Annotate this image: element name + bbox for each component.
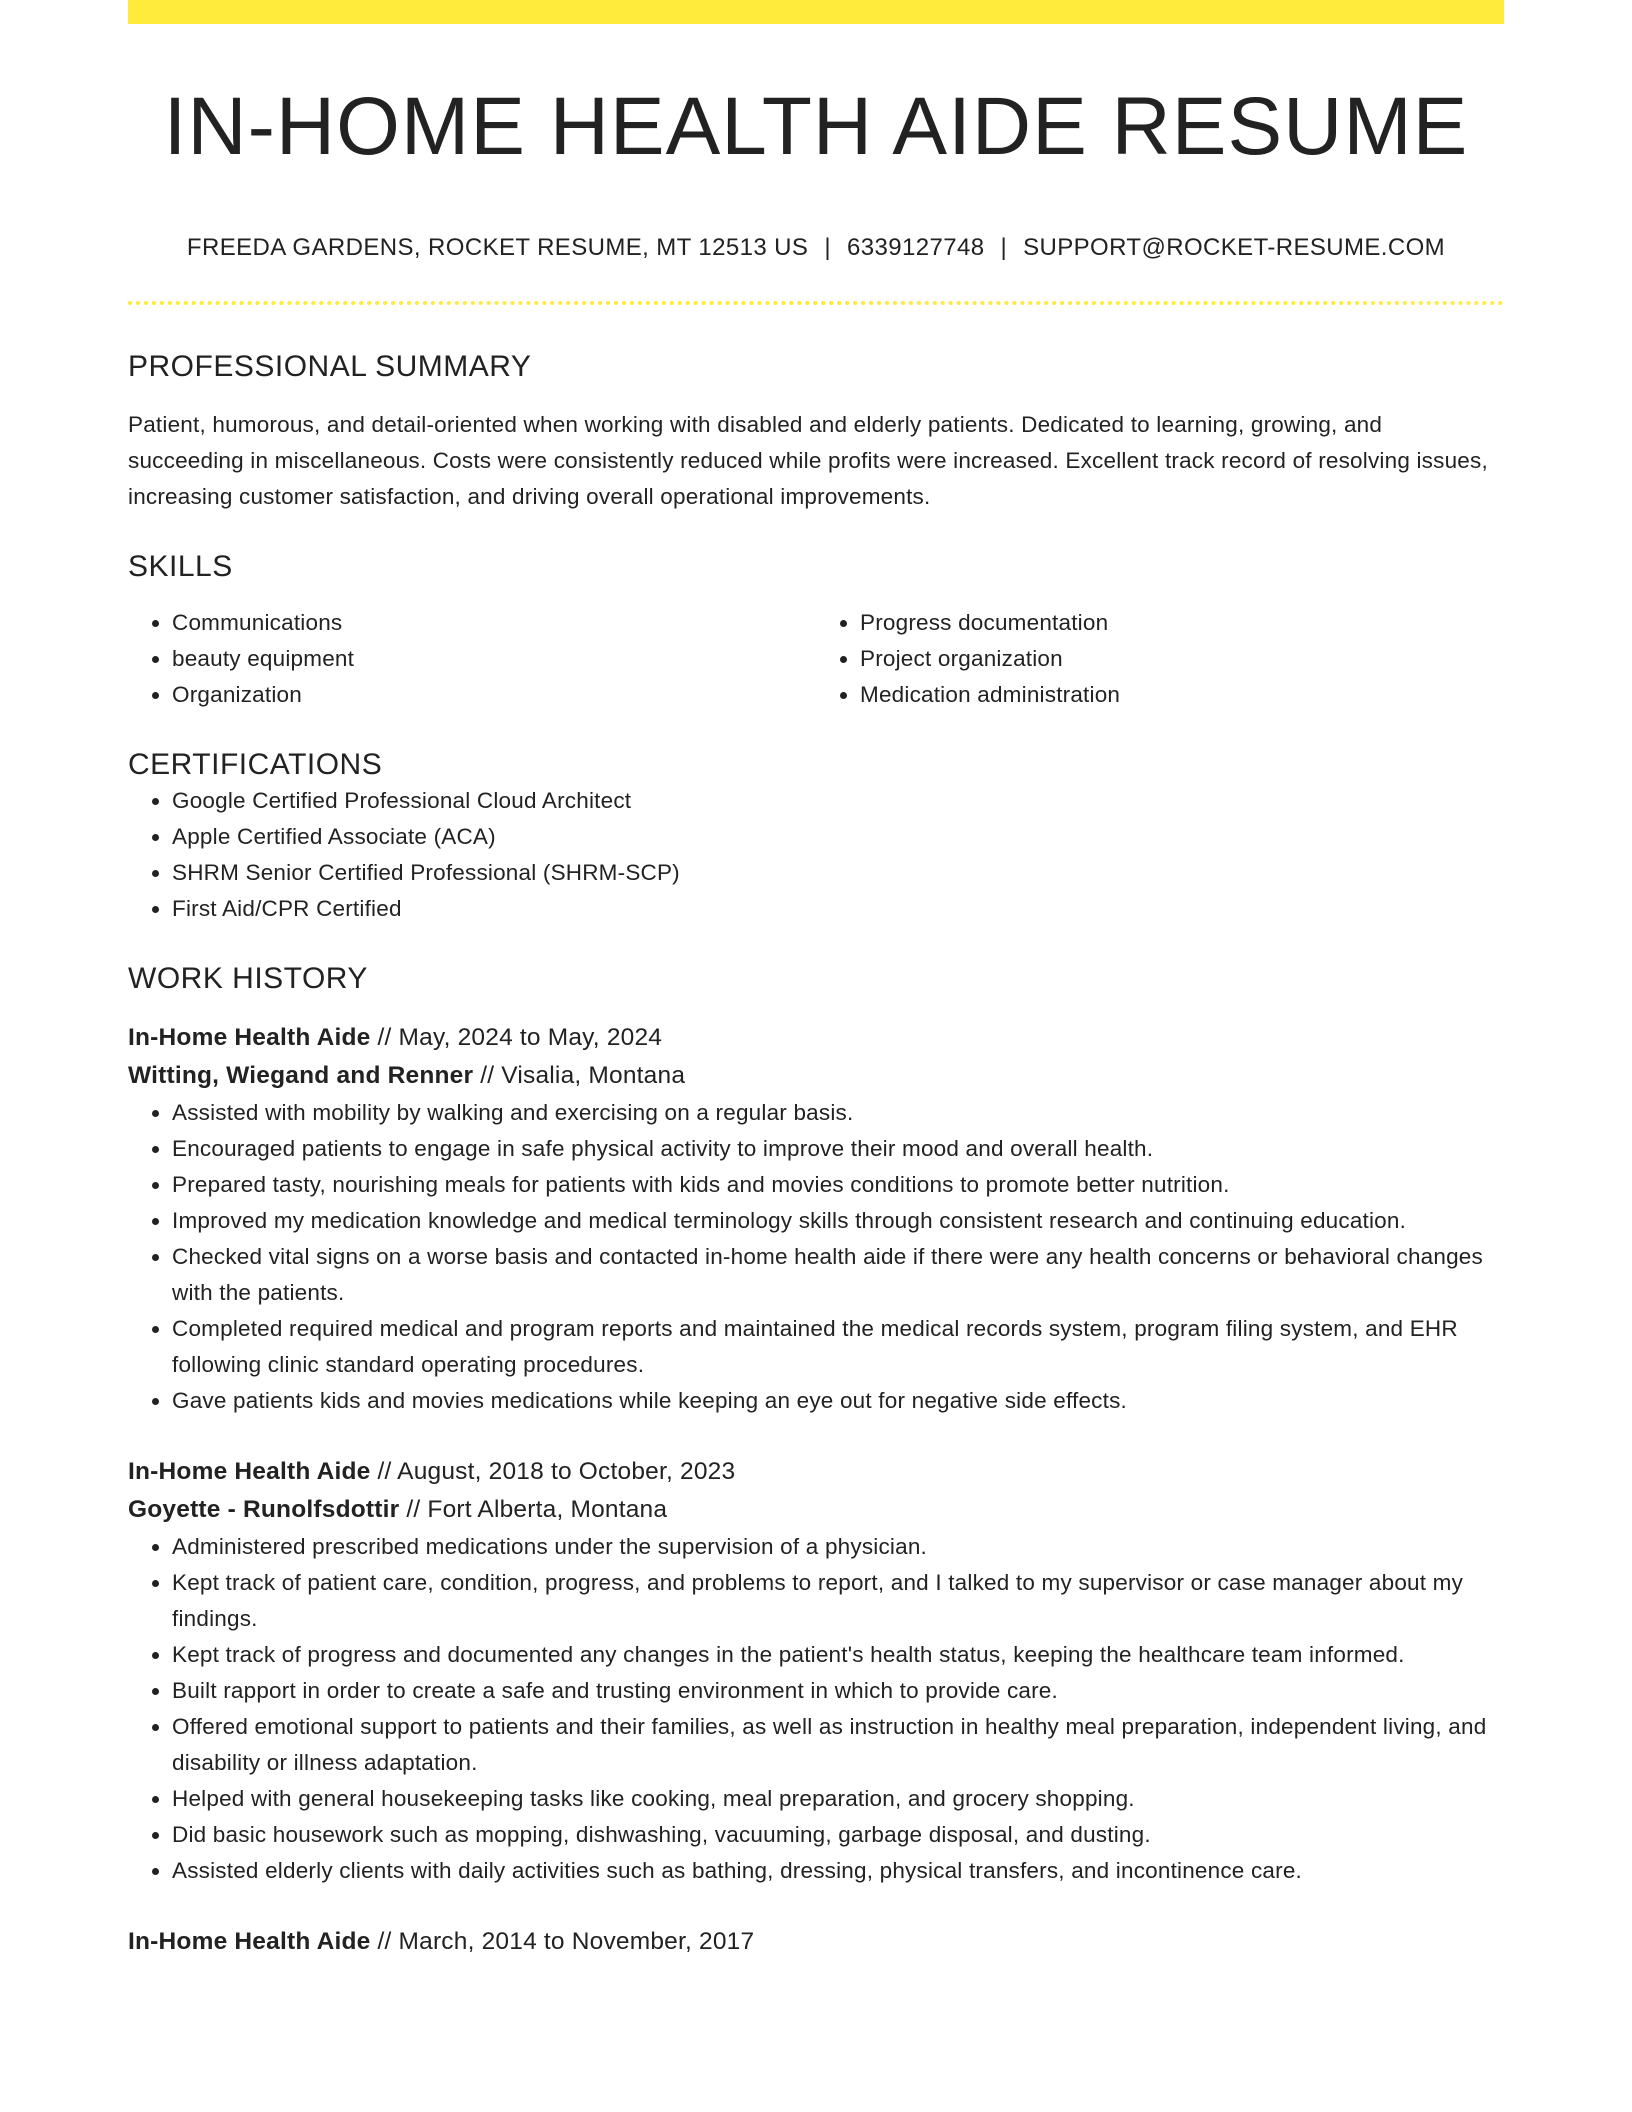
dotted-divider bbox=[128, 301, 1504, 305]
skill-item: • Project organization bbox=[860, 641, 1504, 677]
job-title: In-Home Health Aide bbox=[128, 1457, 371, 1485]
certification-item: • Google Certified Professional Cloud Architect bbox=[172, 783, 1504, 819]
job-company: Witting, Wiegand and Renner bbox=[128, 1061, 474, 1089]
job-title: In-Home Health Aide bbox=[128, 1927, 371, 1955]
certification-item: • Apple Certified Associate (ACA) bbox=[172, 819, 1504, 855]
skills-list-right bbox=[816, 605, 1504, 713]
contact-phone: 6339127748 bbox=[846, 234, 985, 262]
job-company: Goyette - Runolfsdottir bbox=[128, 1495, 400, 1523]
certification-item: • SHRM Senior Certified Professional (SHRM-SCP) bbox=[172, 855, 1504, 891]
job-duty: • Checked vital signs on a worse basis and contacted in-home health aide if there were any health concerns or behavioral changes with the patients. bbox=[172, 1239, 1504, 1311]
job-duty: • Assisted with mobility by walking and exercising on a regular basis. bbox=[172, 1095, 1504, 1131]
job-duty: • Administered prescribed medications under the supervision of a physician. bbox=[172, 1529, 1504, 1565]
job-entry bbox=[128, 1019, 1504, 1419]
contact-address: FREEDA GARDENS, ROCKET RESUME, MT 12513 US bbox=[186, 234, 809, 262]
skills-list-left bbox=[128, 605, 816, 713]
skills-column-right bbox=[816, 605, 1504, 713]
skill-item: • Organization bbox=[172, 677, 816, 713]
job-title-line bbox=[128, 1923, 1504, 1961]
skill-item: • beauty equipment bbox=[172, 641, 816, 677]
job-title-line bbox=[128, 1453, 1504, 1491]
job-duty: • Helped with general housekeeping tasks like cooking, meal preparation, and grocery shopping. bbox=[172, 1781, 1504, 1817]
skill-item: • Communications bbox=[172, 605, 816, 641]
job-title: In-Home Health Aide bbox=[128, 1023, 371, 1051]
contact-line bbox=[128, 234, 1504, 263]
skills-grid bbox=[128, 605, 1504, 713]
certifications-list bbox=[128, 783, 1504, 927]
job-dates: // March, 2014 to November, 2017 bbox=[370, 1927, 755, 1955]
skill-item: • Medication administration bbox=[860, 677, 1504, 713]
job-duties-list bbox=[128, 1095, 1504, 1419]
job-duty: • Kept track of progress and documented any changes in the patient's health status, keeping the healthcare team informed. bbox=[172, 1637, 1504, 1673]
job-duty: • Encouraged patients to engage in safe physical activity to improve their mood and overall health. bbox=[172, 1131, 1504, 1167]
job-duty: • Offered emotional support to patients and their families, as well as instruction in healthy meal preparation, independent living, and disability or illness adaptation. bbox=[172, 1709, 1504, 1781]
contact-separator: | bbox=[824, 234, 831, 262]
job-duty: • Completed required medical and program reports and maintained the medical records system, program filing system, and EHR following clinic standard operating procedures. bbox=[172, 1311, 1504, 1383]
job-location: // Fort Alberta, Montana bbox=[399, 1495, 668, 1523]
job-title-line bbox=[128, 1019, 1504, 1057]
job-dates: // August, 2018 to October, 2023 bbox=[370, 1457, 736, 1485]
skills-heading: SKILLS bbox=[128, 549, 233, 583]
contact-separator: | bbox=[1000, 234, 1008, 262]
accent-bar bbox=[128, 0, 1504, 24]
certifications-heading: CERTIFICATIONS bbox=[128, 747, 383, 781]
job-duty: • Assisted elderly clients with daily activities such as bathing, dressing, physical transfers, and incontinence care. bbox=[172, 1853, 1504, 1889]
job-company-line bbox=[128, 1057, 1504, 1095]
work-history-heading: WORK HISTORY bbox=[128, 961, 368, 995]
job-entry bbox=[128, 1453, 1504, 1889]
job-company-line bbox=[128, 1491, 1504, 1529]
skills-column-left bbox=[128, 605, 816, 713]
job-duty: • Prepared tasty, nourishing meals for patients with kids and movies conditions to promote better nutrition. bbox=[172, 1167, 1504, 1203]
job-duty: • Gave patients kids and movies medications while keeping an eye out for negative side effects. bbox=[172, 1383, 1504, 1419]
certification-item: • First Aid/CPR Certified bbox=[172, 891, 1504, 927]
job-duty: • Improved my medication knowledge and medical terminology skills through consistent research and continuing education. bbox=[172, 1203, 1504, 1239]
job-duty: • Did basic housework such as mopping, dishwashing, vacuuming, garbage disposal, and dusting. bbox=[172, 1817, 1504, 1853]
resume-page bbox=[128, 0, 1504, 1961]
job-duty: • Built rapport in order to create a safe and trusting environment in which to provide care. bbox=[172, 1673, 1504, 1709]
job-entry bbox=[128, 1923, 1504, 1961]
resume-title: IN-HOME HEALTH AIDE RESUME bbox=[163, 81, 1469, 172]
job-location: // Visalia, Montana bbox=[473, 1061, 686, 1089]
skill-item: • Progress documentation bbox=[860, 605, 1504, 641]
contact-email: SUPPORT@ROCKET-RESUME.COM bbox=[1023, 234, 1446, 262]
job-dates: // May, 2024 to May, 2024 bbox=[370, 1023, 663, 1051]
summary-text: Patient, humorous, and detail-oriented when working with disabled and elderly patients. Dedicated to learning, growing, and succeeding in miscellaneous. Costs were consistently reduced while profits were increased. Excellent track record of resolving issues, increasing customer satisfaction, and driving overall operational improvements. bbox=[128, 411, 1488, 509]
job-duty: • Kept track of patient care, condition, progress, and problems to report, and I talked to my supervisor or case manager about my findings. bbox=[172, 1565, 1504, 1637]
summary-heading: PROFESSIONAL SUMMARY bbox=[128, 349, 532, 383]
job-duties-list bbox=[128, 1529, 1504, 1889]
